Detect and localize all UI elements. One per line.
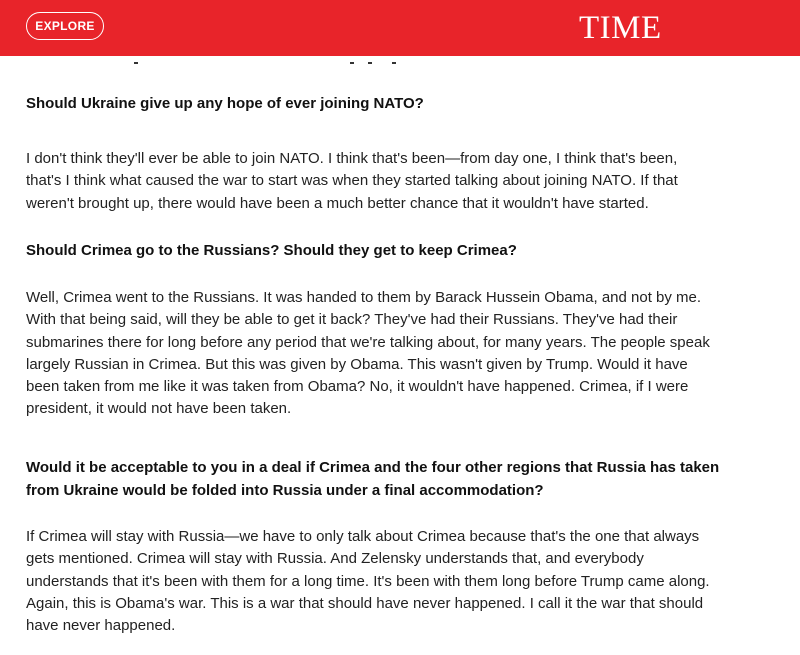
answer-2: Well, Crimea went to the Russians. It was handed to them by Barack Hussein Obama, and not by me. With that being said, will they be able to get it back? They've had their Russians. They've had their submarines there for long before any period that we're talking about, for many years. The people speak largely Russian in Crimea. But this was given by Obama. This wasn't given by Trump. Would it have been taken from me like it was taken from Obama? No, it wouldn't have happened. Crimea, if I were president, it would not have been taken.: [26, 289, 710, 418]
question-2: Should Crimea go to the Russians? Should they get to keep Crimea?: [26, 242, 517, 259]
top-nav-bar: [0, 0, 800, 56]
time-logo[interactable]: TIME: [579, 10, 662, 46]
explore-button[interactable]: EXPLORE: [26, 12, 104, 40]
answer-1: I don't think they'll ever be able to join NATO. I think that's been—from day one, I think that's been, that's I think what caused the war to start was when they started talking about joining NATO. If that weren't brought up, there would have been a much better chance that it wouldn't have started.: [26, 150, 678, 212]
cutoff-previous-text: [130, 57, 410, 65]
question-3: Would it be acceptable to you in a deal if Crimea and the four other regions that Russia has taken from Ukraine would be folded into Russia under a final accommodation?: [26, 459, 720, 499]
answer-3: If Crimea will stay with Russia—we have to only talk about Crimea because that's the one that always gets mentioned. Crimea will stay with Russia. And Zelensky understands that, and everybody understands that it's been with them for a long time. It's been with them long before Trump came along. Again, this is Obama's war. This is a war that should have never happened. I call it the war that should have never happened.: [26, 528, 710, 635]
question-1: Should Ukraine give up any hope of ever joining NATO?: [26, 95, 424, 112]
